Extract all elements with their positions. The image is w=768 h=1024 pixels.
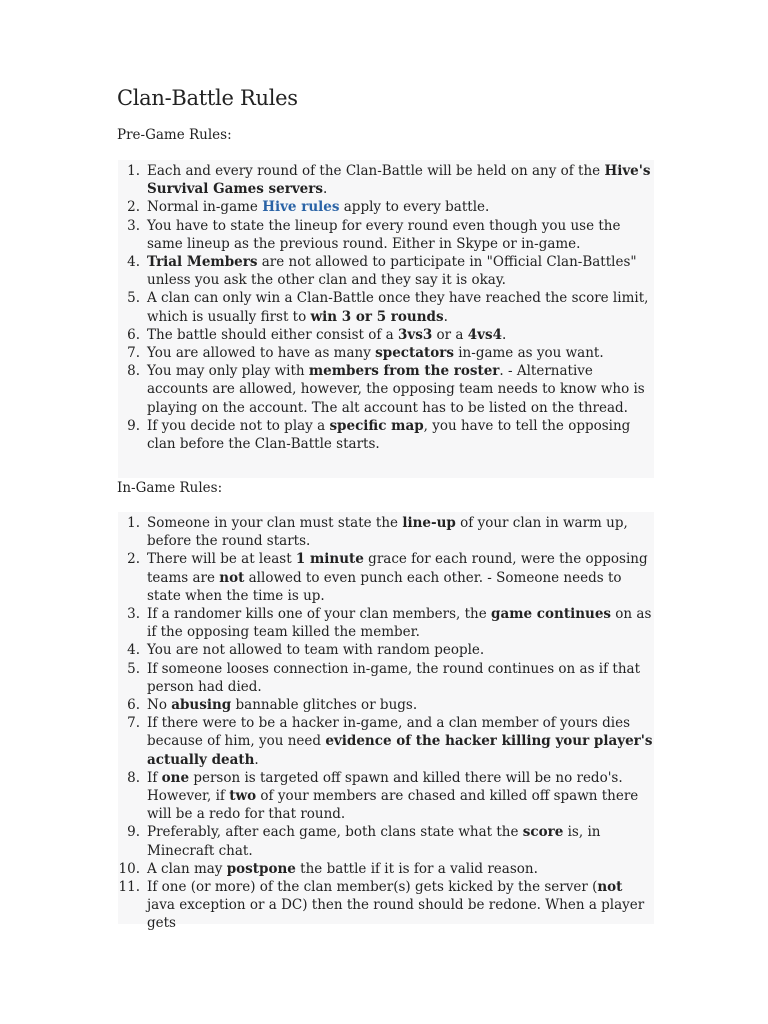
list-item: 8. You may only play with members from the roster. - Alternative accounts are allowed, however, the opposing team needs to know who is playing on the account. The alt account has to be listed on the thread. [127, 363, 645, 416]
list-item: 7. You are allowed to have as many spectators in-game as you want. [127, 345, 604, 362]
page-title: Clan-Battle Rules [117, 86, 298, 110]
pre-game-heading: Pre-Game Rules: [117, 127, 232, 143]
list-item: 3. If a randomer kills one of your clan members, the game continues on as if the opposing team killed the member. [127, 606, 652, 641]
list-item: 7. If there were to be a hacker in-game, and a clan member of yours dies because of him, you need evidence of the hacker killing your player's actually death. [127, 715, 653, 768]
list-item: 6. The battle should either consist of a 3vs3 or a 4vs4. [127, 326, 507, 343]
list-item: 6. No abusing bannable glitches or bugs. [127, 697, 418, 714]
list-item: 8. If one person is targeted off spawn and killed there will be no redo's. However, if two of your members are chased and killed off spawn there will be a redo for that round. [127, 769, 639, 823]
list-item: 4. You are not allowed to team with random people. [127, 642, 485, 659]
list-item: 2. There will be at least 1 minute grace for each round, were the opposing teams are not allowed to even punch each other. - Someone needs to state when the time is up. [127, 551, 648, 604]
list-item: 3. You have to state the lineup for every round even though you use the same lineup as the previous round. Either in Skype or in-game. [127, 217, 621, 252]
pre-game-rules-list [118, 162, 654, 453]
list-item: 5. A clan can only win a Clan-Battle once they have reached the score limit, which is usually first to win 3 or 5 rounds. [127, 290, 649, 325]
list-item: 11. If one (or more) of the clan member(s) gets kicked by the server (not java exception or a DC) then the round should be redone. When a player gets [118, 879, 645, 932]
list-item: 1. Each and every round of the Clan-Battle will be held on any of the Hive's Survival Games servers. [127, 163, 651, 198]
list-item: 10. A clan may postpone the battle if it is for a valid reason. [118, 860, 538, 877]
list-item: 4. Trial Members are not allowed to participate in "Official Clan-Battles" unless you ask the other clan and they say it is okay. [127, 254, 637, 289]
in-game-rules-list [118, 514, 654, 933]
list-item: 9. Preferably, after each game, both clans state what the score is, in Minecraft chat. [127, 824, 601, 859]
list-item: 5. If someone looses connection in-game, the round continues on as if that person had died. [127, 660, 641, 695]
hive-rules-link[interactable]: Hive rules [262, 199, 340, 216]
list-item: 2. Normal in-game Hive rules apply to every battle. [127, 199, 490, 216]
in-game-heading: In-Game Rules: [117, 480, 223, 496]
list-item: 9. If you decide not to play a specific map, you have to tell the opposing clan before the Clan-Battle starts. [127, 417, 631, 453]
list-item: 1. Someone in your clan must state the line-up of your clan in warm up, before the round starts. [127, 515, 628, 550]
